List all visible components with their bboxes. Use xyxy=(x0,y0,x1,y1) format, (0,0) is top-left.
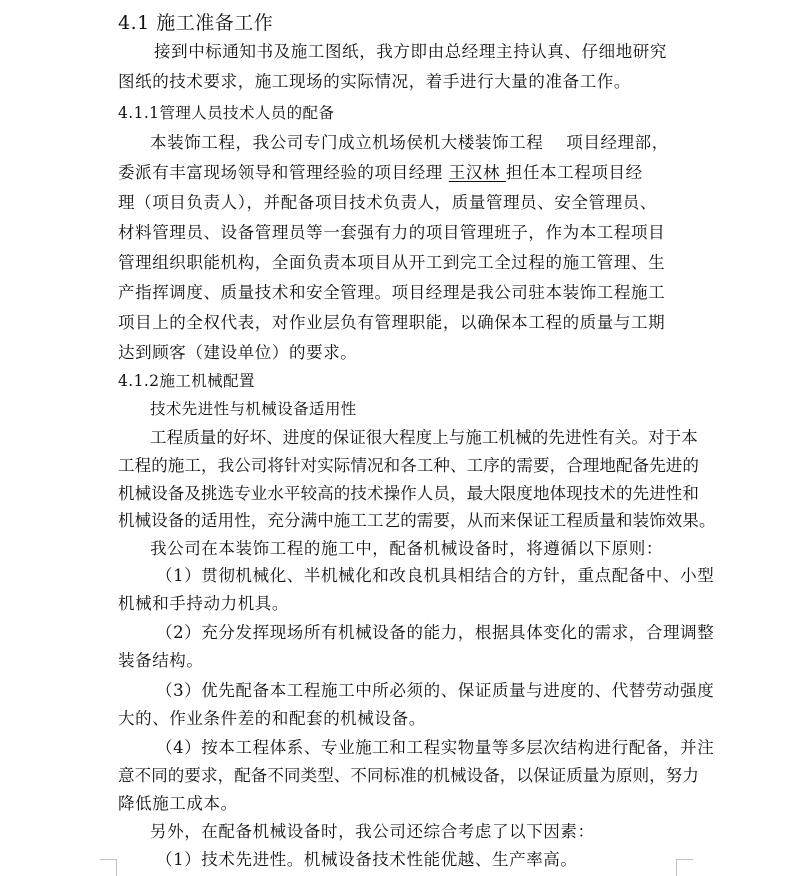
paragraph-line: 理（项目负责人），并配备项目技术负责人，质量管理员、安全管理员、 xyxy=(118,193,657,212)
paragraph-line: 机械设备及挑选专业水平较高的技术操作人员，最大限度地体现技术的先进性和 xyxy=(118,484,699,503)
paragraph-line: 工程的施工，我公司将针对实际情况和各工种、工序的需要，合理地配备先进的 xyxy=(118,456,699,475)
paragraph-line xyxy=(118,163,643,183)
page-corner-mark xyxy=(676,859,693,876)
list-item: （2）充分发挥现场所有机械设备的能力，根据具体变化的需求，合理调整 xyxy=(156,623,715,642)
subsection-heading: 4.1.1管理人员技术人员的配备 xyxy=(118,104,335,122)
section-heading: 4.1 施工准备工作 xyxy=(118,12,274,34)
list-item: 装备结构。 xyxy=(118,651,204,670)
list-item: 降低施工成本。 xyxy=(118,794,238,813)
paragraph-line: 项目上的全权代表，对作业层负有管理职能，以确保本工程的质量与工期 xyxy=(118,313,666,332)
list-item: 大的、作业条件差的和配套的机械设备。 xyxy=(118,709,426,728)
project-manager-name: 王汉林 xyxy=(448,163,506,182)
page-corner-mark xyxy=(100,859,117,876)
paragraph-line: 本装饰工程，我公司专门成立机场侯机大楼装饰工程 项目经理部， xyxy=(150,133,669,152)
list-item: 意不同的要求，配备不同类型、不同标准的机械设备，以保证质量为原则，努力 xyxy=(118,766,699,785)
list-item: （1）贯彻机械化、半机械化和改良机具相结合的方针，重点配备中、小型 xyxy=(156,566,715,585)
paragraph-line: 达到顾客（建设单位）的要求。 xyxy=(118,343,358,362)
paragraph-line: 另外，在配备机械设备时，我公司还综合考虑了以下因素： xyxy=(150,822,595,841)
paragraph-line: 接到中标通知书及施工图纸，我方即由总经理主持认真、仔细地研究 xyxy=(154,42,667,61)
subsection-heading: 4.1.2施工机械配置 xyxy=(118,372,255,390)
paragraph-line: 机械设备的适用性，充分满中施工工艺的需要，从而来保证工程质量和装饰效果。 xyxy=(118,511,716,530)
text-span: 担任本工程项目经 xyxy=(505,163,643,182)
paragraph-line: 工程质量的好坏、进度的保证很大程度上与施工机械的先进性有关。对于本 xyxy=(150,428,698,447)
list-item: （1）技术先进性。机械设备技术性能优越、生产率高。 xyxy=(156,850,578,869)
paragraph-line: 我公司在本装饰工程的施工中，配备机械设备时，将遵循以下原则： xyxy=(150,539,663,558)
list-item: （3）优先配备本工程施工中所必须的、保证质量与进度的、代替劳动强度 xyxy=(156,681,715,700)
paragraph-line: 图纸的技术要求，施工现场的实际情况，着手进行大量的准备工作。 xyxy=(118,72,631,91)
text-span: 委派有丰富现场领导和管理经验的项目经理 xyxy=(118,163,449,182)
list-item: 机械和手持动力机具。 xyxy=(118,594,289,613)
paragraph-line: 材料管理员、设备管理员等一套强有力的项目管理班子，作为本工程项目 xyxy=(118,223,666,242)
topic-label: 技术先进性与机械设备适用性 xyxy=(150,400,357,418)
paragraph-line: 产指挥调度、质量技术和安全管理。项目经理是我公司驻本装饰工程施工 xyxy=(118,283,666,302)
paragraph-line: 管理组织职能机构，全面负责本项目从开工到完工全过程的施工管理、生 xyxy=(118,253,666,272)
list-item: （4）按本工程体系、专业施工和工程实物量等多层次结构进行配备，并注 xyxy=(156,738,715,757)
